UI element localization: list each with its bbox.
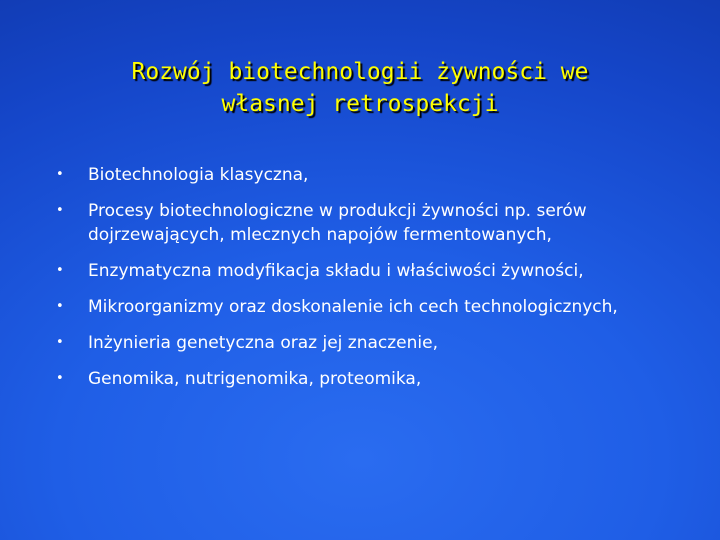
bullet-icon: • xyxy=(56,335,64,350)
bullet-icon: • xyxy=(56,299,64,314)
bullet-text: Mikroorganizmy oraz doskonalenie ich cech technologicznych, xyxy=(88,297,618,317)
bullet-item-classical xyxy=(54,163,674,187)
bullet-text: Procesy biotechnologiczne w produkcji żywności np. serów dojrzewających, mlecznych napojów fermentowanych, xyxy=(88,201,587,245)
bullet-text: Inżynieria genetyczna oraz jej znaczenie, xyxy=(88,333,438,353)
slide-title xyxy=(40,56,680,120)
bullet-icon: • xyxy=(56,203,64,218)
bullet-item-processes xyxy=(54,199,674,247)
slide-title-line-1: Rozwój biotechnologii żywności we xyxy=(131,59,589,85)
bullet-icon: • xyxy=(56,167,64,182)
bullet-item-genetic-engineering xyxy=(54,331,674,355)
bullet-text: Enzymatyczna modyfikacja składu i właściwości żywności, xyxy=(88,261,584,281)
bullet-item-genomics xyxy=(54,367,674,391)
bullet-text: Biotechnologia klasyczna, xyxy=(88,165,309,185)
bullet-item-microorganisms xyxy=(54,295,674,319)
bullet-text: Genomika, nutrigenomika, proteomika, xyxy=(88,369,422,389)
slide-title-line-2: własnej retrospekcji xyxy=(221,91,499,117)
bullet-list xyxy=(54,163,674,403)
bullet-item-enzymatic xyxy=(54,259,674,283)
bullet-icon: • xyxy=(56,371,64,386)
bullet-icon: • xyxy=(56,263,64,278)
